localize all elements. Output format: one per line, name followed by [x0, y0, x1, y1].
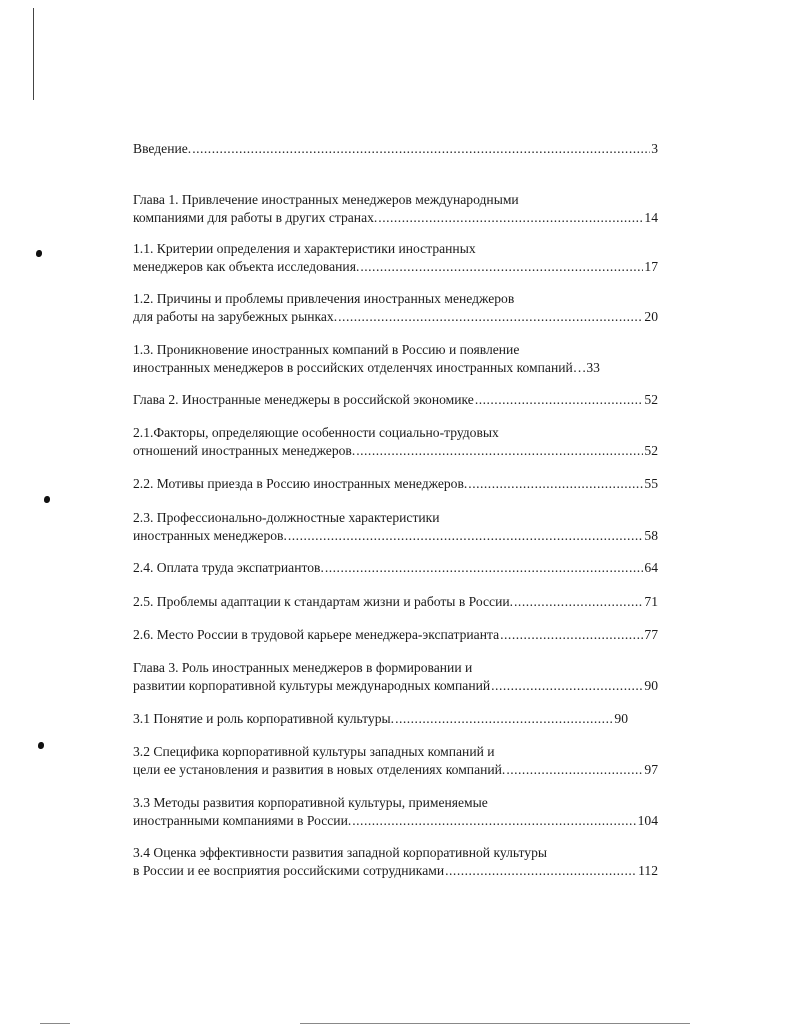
toc-entry-title-cont: иностранных менеджеров в российских отделенчях иностранных компаний… [133, 360, 587, 375]
leader-dots [378, 209, 643, 227]
toc-page-number: 17 [644, 259, 658, 274]
toc-page-number: 3 [651, 141, 658, 156]
toc-entry-3-3 [133, 794, 658, 830]
toc-entry-title: 2.3. Профессионально-должностные характеристики [133, 510, 440, 525]
toc-entry-1-1 [133, 240, 658, 276]
toc-entry-title-cont: для работы на зарубежных рынках. [133, 309, 338, 324]
toc-entry-title: 2.4. Оплата труда экспатриантов. [133, 560, 324, 575]
leader-dots [288, 527, 644, 545]
leader-dots [360, 258, 643, 276]
leader-dots [500, 626, 643, 644]
toc-entry-title: Введение. [133, 141, 192, 156]
toc-entry-title: 1.1. Критерии определения и характеристики иностранных [133, 241, 476, 256]
toc-entry-title: 3.2 Специфика корпоративной культуры западных компаний и [133, 744, 495, 759]
toc-entry-2-5 [133, 593, 658, 611]
toc-entry-3-1 [133, 710, 628, 728]
toc-entry-title: Глава 2. Иностранные менеджеры в российской экономике [133, 392, 474, 407]
toc-entry-2-4 [133, 559, 658, 577]
toc-page-number: 33 [586, 360, 600, 375]
toc-entry-title: Глава 1. Привлечение иностранных менеджеров международными [133, 192, 519, 207]
toc-page-number: 71 [644, 594, 658, 609]
toc-page-number: 104 [637, 813, 658, 828]
toc-entry-title-cont: компаниями для работы в других странах. [133, 210, 378, 225]
toc-entry-3-2 [133, 743, 658, 779]
toc-page-number: 55 [644, 476, 658, 491]
toc-entry-2-2 [133, 475, 658, 493]
toc-entry-title: 2.1.Факторы, определяющие особенности социально-трудовых [133, 425, 499, 440]
toc-entry-title-cont: в России и ее восприятия российскими сотрудниками [133, 863, 445, 878]
toc-entry-chapter-3 [133, 659, 658, 695]
toc-entry-title: 1.2. Причины и проблемы привлечения иностранных менеджеров [133, 291, 515, 306]
toc-entry-title-cont: менеджеров как объекта исследования. [133, 259, 360, 274]
scan-mark [44, 496, 50, 503]
leader-dots [356, 442, 643, 460]
leader-dots [395, 710, 613, 728]
leader-dots [468, 475, 643, 493]
toc-entry-1-3 [133, 341, 658, 377]
toc-page-number: 97 [644, 762, 658, 777]
leader-dots [445, 862, 637, 880]
toc-entry-2-3 [133, 509, 658, 545]
toc-entry-intro [133, 140, 658, 158]
leader-dots [506, 761, 643, 779]
toc-page-number: 77 [644, 627, 658, 642]
scan-bottom-line [40, 1023, 70, 1024]
toc-entry-title: 3.4 Оценка эффективности развития западной корпоративной культуры [133, 845, 548, 860]
toc-page-number: 20 [644, 309, 658, 324]
toc-page-number: 52 [644, 443, 658, 458]
toc-entry-2-1 [133, 424, 658, 460]
leader-dots [325, 559, 644, 577]
toc-entry-title-cont: иностранных менеджеров. [133, 528, 287, 543]
toc-entry-3-4 [133, 844, 658, 880]
toc-entry-title-cont: цели ее установления и развития в новых отделениях компаний. [133, 762, 506, 777]
toc-entry-2-6 [133, 626, 658, 644]
leader-dots [192, 140, 650, 158]
toc-entry-title-cont: отношений иностранных менеджеров. [133, 443, 356, 458]
toc-entry-title: 3.3 Методы развития корпоративной культуры, применяемые [133, 795, 488, 810]
toc-entry-title: 1.3. Проникновение иностранных компаний в Россию и появление [133, 342, 520, 357]
leader-dots [352, 812, 636, 830]
toc-entry-title: Глава 3. Роль иностранных менеджеров в формировании и [133, 660, 473, 675]
leader-dots [514, 593, 643, 611]
toc-entry-1-2 [133, 290, 658, 326]
toc-page-number: 14 [644, 210, 658, 225]
leader-dots [475, 391, 644, 409]
toc-page-number: 90 [614, 711, 628, 726]
scan-margin-line [33, 8, 34, 100]
toc-entry-title: 2.2. Мотивы приезда в Россию иностранных менеджеров. [133, 476, 468, 491]
toc-entry-chapter-2 [133, 391, 658, 409]
toc-page-number: 58 [644, 528, 658, 543]
toc-page-number: 64 [644, 560, 658, 575]
scan-bottom-line [300, 1023, 690, 1024]
toc-entry-title: 2.5. Проблемы адаптации к стандартам жизни и работы в России. [133, 594, 514, 609]
toc-page-number: 90 [644, 678, 658, 693]
toc-entry-title-cont: иностранными компаниями в России. [133, 813, 352, 828]
toc-page-number: 112 [638, 863, 658, 878]
toc-entry-chapter-1 [133, 191, 658, 227]
toc-entry-title: 3.1 Понятие и роль корпоративной культуры. [133, 711, 395, 726]
leader-dots [491, 677, 643, 695]
toc-page-number: 52 [644, 392, 658, 407]
leader-dots [338, 308, 643, 326]
toc-entry-title: 2.6. Место России в трудовой карьере менеджера-экспатрианта [133, 627, 500, 642]
toc-entry-title-cont: развитии корпоративной культуры международных компаний [133, 678, 491, 693]
scan-mark [36, 250, 42, 257]
scan-mark [38, 742, 44, 749]
